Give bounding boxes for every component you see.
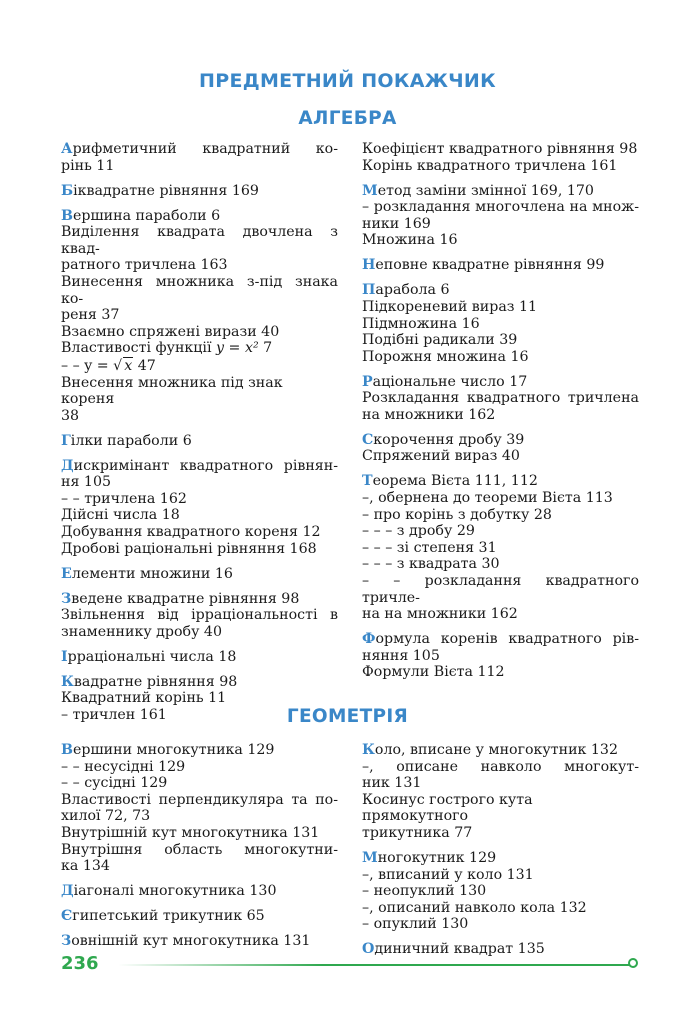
algebra-right-column — [362, 141, 639, 681]
index-line — [362, 742, 639, 759]
index-line — [61, 825, 338, 842]
index-line — [61, 458, 338, 475]
index-line — [362, 775, 639, 792]
index-line — [362, 523, 639, 540]
index-line — [362, 916, 639, 933]
index-line — [61, 474, 338, 491]
index-line — [61, 742, 338, 759]
index-line — [61, 566, 338, 583]
index-initial-letter: К — [61, 673, 74, 690]
index-text: Порожня множина 16 — [362, 348, 529, 365]
index-initial-letter: З — [61, 933, 72, 950]
index-text: – – сусідні 129 — [61, 775, 168, 792]
index-text: Корінь квадратного тричлена 161 — [362, 157, 618, 174]
algebra-left-column — [61, 141, 338, 724]
index-initial-letter: Б — [61, 182, 74, 199]
index-text: еповне квадратне рівняння 99 — [375, 257, 605, 274]
index-line — [61, 307, 338, 324]
index-line — [362, 850, 639, 867]
index-line — [61, 433, 338, 450]
index-initial-letter: Т — [362, 473, 373, 490]
index-line — [61, 649, 338, 666]
index-line — [362, 473, 639, 490]
index-initial-letter: Г — [61, 432, 71, 449]
index-text: рраціональні числа 18 — [67, 648, 237, 665]
index-line — [61, 507, 338, 524]
index-line — [362, 556, 639, 573]
index-text: рінь 11 — [61, 157, 115, 174]
index-line — [362, 507, 639, 524]
index-line — [61, 324, 338, 341]
index-text: – тричлен 161 — [61, 706, 167, 723]
index-text: –, обернена до теореми Вієта 113 — [362, 490, 613, 507]
index-line — [61, 808, 338, 825]
algebra-title: АЛГЕБРА — [298, 108, 397, 129]
index-text: аціональне число 17 — [372, 373, 528, 390]
index-line — [61, 883, 338, 900]
index-text: ілки параболи 6 — [70, 432, 192, 449]
index-text: Косинус гострого кута прямокутного — [362, 791, 533, 825]
index-line — [362, 941, 639, 958]
index-line — [61, 674, 338, 691]
index-text: Подібні радикали 39 — [362, 332, 518, 349]
index-line — [61, 624, 338, 641]
index-text: на множники 162 — [362, 406, 496, 423]
index-text: оло, вписане у многокутник 132 — [374, 742, 618, 758]
index-text: знаменнику дробу 40 — [61, 623, 222, 640]
index-text: Внутрішній кут многокутника 131 — [61, 824, 320, 841]
index-text: Дійсні числа 18 — [61, 507, 180, 524]
index-line — [61, 274, 338, 307]
index-text: ершини многокутника 129 — [73, 742, 275, 758]
index-initial-letter: З — [61, 590, 72, 607]
index-text: 38 — [61, 407, 80, 424]
index-initial-letter: А — [61, 141, 73, 157]
index-line — [362, 407, 639, 424]
index-text: ка 134 — [61, 858, 110, 875]
index-initial-letter: Н — [362, 257, 376, 274]
index-line — [61, 858, 338, 875]
index-text: Дробові раціональні рівняння 168 — [61, 540, 317, 557]
index-text: ники 169 — [362, 215, 431, 232]
index-text: Формули Вієта 112 — [362, 664, 505, 681]
index-text: ершина параболи 6 — [73, 207, 221, 224]
index-text: –, описане навколо многокут- — [362, 758, 639, 775]
index-text: Виділення квадрата двочлена з квад- — [61, 224, 338, 257]
index-text: ормула коренів квадратного рів- — [375, 631, 639, 648]
index-line — [362, 448, 639, 465]
index-line — [61, 340, 338, 357]
page-title: ПРЕДМЕТНИЙ ПОКАЖЧИК — [199, 70, 496, 92]
index-text: рифметичний квадратний ко- — [72, 141, 338, 157]
index-line — [362, 332, 639, 349]
index-line — [61, 690, 338, 707]
index-text: вадратне рівняння 98 — [73, 673, 238, 690]
index-line — [362, 606, 639, 623]
geometry-left-column — [61, 742, 338, 950]
index-line — [61, 591, 338, 608]
index-line — [61, 183, 338, 200]
index-line — [362, 540, 639, 557]
index-text: Винесення множника з-під знака ко- — [61, 273, 338, 307]
index-line — [362, 490, 639, 507]
index-line — [61, 775, 338, 792]
index-line — [362, 141, 639, 158]
index-line — [362, 216, 639, 233]
index-line — [61, 908, 338, 925]
index-line — [362, 316, 639, 333]
index-line — [362, 282, 639, 299]
index-line — [61, 792, 338, 809]
index-text: искримінант квадратного рівнян- — [73, 457, 338, 474]
index-line — [362, 900, 639, 917]
index-text: – – – з дробу 29 — [362, 523, 475, 540]
index-text: ногокутник 129 — [377, 849, 497, 866]
index-initial-letter: О — [362, 941, 375, 958]
index-line — [362, 257, 639, 274]
index-line — [362, 390, 639, 407]
index-initial-letter: Е — [61, 565, 72, 582]
index-text: арабола 6 — [375, 282, 450, 299]
index-text: іагоналі многокутника 130 — [73, 883, 277, 900]
index-line — [362, 432, 639, 449]
index-initial-letter: В — [61, 207, 73, 224]
index-text: трикутника 77 — [362, 824, 473, 841]
index-text: ня 105 — [61, 474, 111, 491]
index-line — [61, 842, 338, 859]
index-line — [61, 224, 338, 257]
index-line — [61, 257, 338, 274]
index-line — [362, 199, 639, 216]
index-line — [61, 408, 338, 425]
page-number: 236 — [61, 953, 99, 974]
index-initial-letter: Р — [362, 373, 373, 390]
index-line — [61, 524, 338, 541]
index-text: овнішній кут многокутника 131 — [71, 933, 311, 950]
index-line — [362, 867, 639, 884]
index-text: реня 37 — [61, 307, 120, 324]
index-line — [362, 573, 639, 606]
index-text: Спряжений вираз 40 — [362, 448, 520, 465]
index-text: Властивості перпендикуляра та по- — [61, 791, 338, 808]
index-line — [362, 825, 639, 842]
index-line — [61, 357, 338, 375]
index-text: – про корінь з добутку 28 — [362, 506, 552, 523]
index-text: Множина 16 — [362, 232, 458, 249]
index-text: Добування квадратного кореня 12 — [61, 524, 321, 541]
index-text: еорема Вієта 111, 112 — [372, 473, 538, 490]
index-text: – – розкладання квадратного тричле- — [362, 573, 639, 606]
index-line — [61, 607, 338, 624]
index-text: на на множники 162 — [362, 606, 518, 623]
index-text: Розкладання квадратного тричлена — [362, 390, 639, 407]
footer-circle-icon — [628, 958, 638, 968]
index-line — [61, 541, 338, 558]
index-text: –, описаний навколо кола 132 — [362, 899, 587, 916]
index-initial-letter: П — [362, 282, 376, 299]
index-text: – – несусідні 129 — [61, 758, 186, 775]
index-line — [362, 158, 639, 175]
index-line — [61, 158, 338, 175]
index-initial-letter: В — [61, 742, 73, 758]
index-initial-letter: І — [61, 648, 68, 665]
geometry-title: ГЕОМЕТРІЯ — [286, 706, 409, 727]
index-text: – – – зі степеня 31 — [362, 539, 497, 556]
index-text: Внутрішня область многокутни- — [61, 841, 338, 858]
index-text: іквадратне рівняння 169 — [73, 182, 259, 199]
index-initial-letter: М — [362, 849, 378, 866]
footer-rule — [118, 964, 630, 966]
index-text: Підмножина 16 — [362, 315, 480, 332]
index-line — [61, 933, 338, 950]
index-line — [61, 141, 338, 158]
index-line — [362, 183, 639, 200]
index-line — [362, 759, 639, 776]
index-text: лементи множини 16 — [71, 565, 233, 582]
index-initial-letter: Ф — [362, 631, 376, 648]
index-line — [362, 374, 639, 391]
index-initial-letter: Д — [61, 883, 74, 900]
geometry-right-column — [362, 742, 639, 958]
index-text: етод заміни змінної 169, 170 — [377, 182, 594, 199]
index-text: – неопуклий 130 — [362, 883, 487, 900]
index-text: Підкореневий вираз 11 — [362, 298, 538, 315]
index-text: корочення дробу 39 — [373, 431, 525, 448]
index-text: Взаємно спряжені вирази 40 — [61, 323, 280, 340]
index-text: Коефіцієнт квадратного рівняння 98 — [362, 141, 638, 157]
index-text: гипетський трикутник 65 — [72, 908, 265, 925]
index-line — [362, 883, 639, 900]
index-line — [61, 759, 338, 776]
index-initial-letter: Д — [61, 457, 74, 474]
index-text: –, вписаний у коло 131 — [362, 866, 534, 883]
index-initial-letter: М — [362, 182, 378, 199]
index-line — [362, 299, 639, 316]
index-initial-letter: Є — [61, 908, 73, 925]
index-text: Квадратний корінь 11 — [61, 690, 227, 707]
index-text: няння 105 — [362, 647, 440, 664]
index-line — [362, 648, 639, 665]
index-text: хилої 72, 73 — [61, 808, 151, 825]
index-line — [362, 349, 639, 366]
index-text: – – тричлена 162 — [61, 490, 187, 507]
index-text: – – y = √ x 47 — [61, 357, 156, 374]
index-text: диничний квадрат 135 — [374, 941, 545, 958]
index-text: Внесення множника під знак кореня — [61, 374, 283, 408]
index-line — [362, 232, 639, 249]
index-text: Звільнення від ірраціональності в — [61, 607, 338, 624]
index-initial-letter: К — [362, 742, 375, 758]
index-text: ратного тричлена 163 — [61, 257, 228, 274]
index-text: – – – з квадрата 30 — [362, 556, 500, 573]
index-line — [362, 631, 639, 648]
index-line — [61, 375, 338, 408]
index-text: ведене квадратне рівняння 98 — [71, 590, 300, 607]
index-text: – опуклий 130 — [362, 916, 469, 933]
index-text: Властивості функції y = x² 7 — [61, 340, 273, 357]
index-line — [61, 491, 338, 508]
index-line — [362, 664, 639, 681]
index-line — [362, 792, 639, 825]
index-line — [61, 208, 338, 225]
index-initial-letter: С — [362, 431, 374, 448]
index-text: – розкладання многочлена на множ- — [362, 199, 639, 216]
index-text: ник 131 — [362, 775, 422, 792]
